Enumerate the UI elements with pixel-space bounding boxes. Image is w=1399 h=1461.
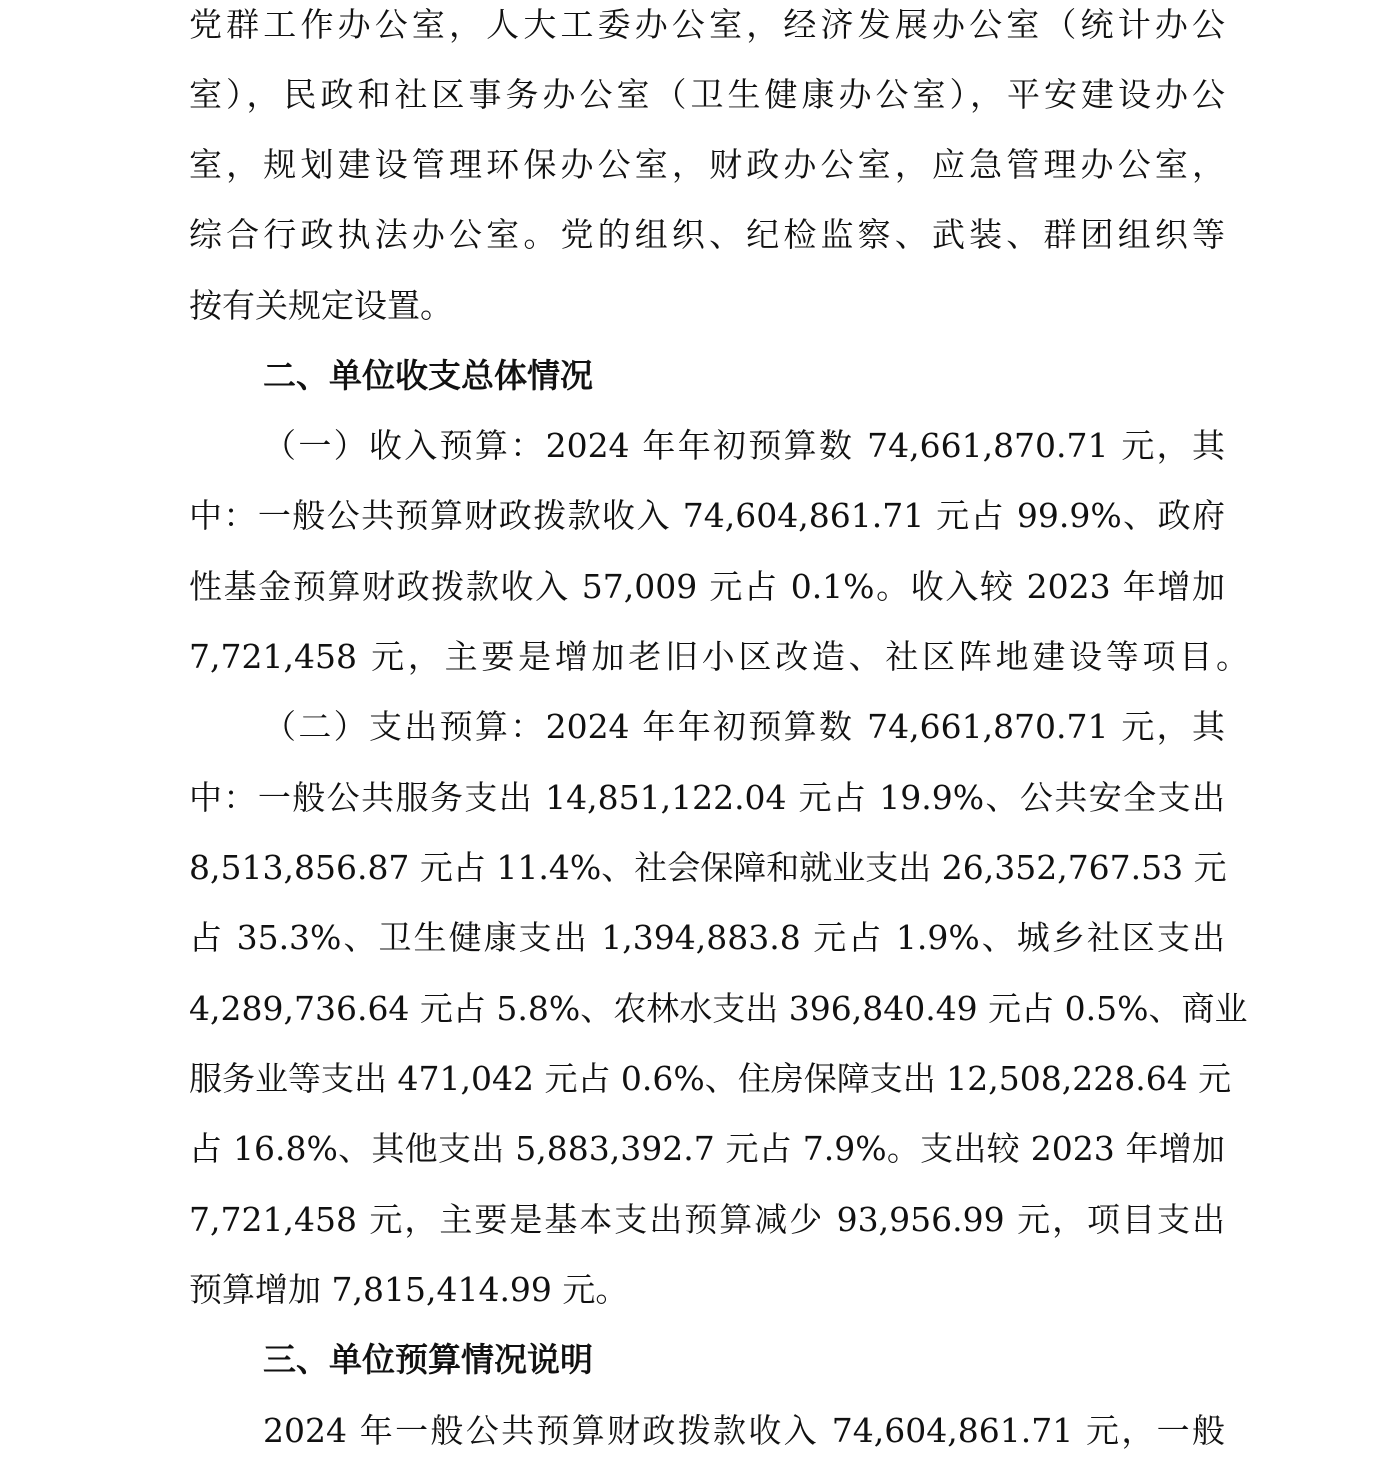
paragraph-line: 党群工作办公室，人大工委办公室，经济发展办公室（统计办公 <box>189 5 1225 44</box>
paragraph-line: 综合行政执法办公室。党的组织、纪检监察、武装、群团组织等 <box>189 215 1225 254</box>
paragraph-line: 室），民政和社区事务办公室（卫生健康办公室），平安建设办公 <box>189 75 1225 114</box>
paragraph-line: 按有关规定设置。 <box>189 286 453 325</box>
paragraph-line: 7,721,458 元，主要是增加老旧小区改造、社区阵地建设等项目。 <box>189 637 1249 676</box>
paragraph-line: 室，规划建设管理环保办公室，财政办公室，应急管理办公室， <box>189 145 1225 184</box>
paragraph-line: 4,289,736.64 元占 5.8%、农林水支出 396,840.49 元占 0.5%、商业 <box>189 989 1248 1028</box>
paragraph-line: 预算增加 7,815,414.99 元。 <box>189 1270 629 1309</box>
section-heading: 三、单位预算情况说明 <box>263 1340 593 1379</box>
paragraph-line: （二）支出预算：2024 年年初预算数 74,661,870.71 元，其 <box>263 707 1225 746</box>
paragraph-line: （一）收入预算：2024 年年初预算数 74,661,870.71 元，其 <box>263 426 1225 465</box>
paragraph-line: 8,513,856.87 元占 11.4%、社会保障和就业支出 26,352,767.53 元 <box>189 848 1227 887</box>
paragraph-line: 占 35.3%、卫生健康支出 1,394,883.8 元占 1.9%、城乡社区支出 <box>189 918 1225 957</box>
paragraph-line: 7,721,458 元，主要是基本支出预算减少 93,956.99 元，项目支出 <box>189 1200 1225 1239</box>
paragraph-line: 占 16.8%、其他支出 5,883,392.7 元占 7.9%。支出较 2023 年增加 <box>189 1129 1225 1168</box>
paragraph-line: 2024 年一般公共预算财政拨款收入 74,604,861.71 元，一般 <box>263 1411 1225 1450</box>
section-heading: 二、单位收支总体情况 <box>263 356 593 395</box>
paragraph-line: 服务业等支出 471,042 元占 0.6%、住房保障支出 12,508,228.64 元 <box>189 1059 1232 1098</box>
paragraph-line: 中：一般公共服务支出 14,851,122.04 元占 19.9%、公共安全支出 <box>189 778 1225 817</box>
paragraph-line: 中：一般公共预算财政拨款收入 74,604,861.71 元占 99.9%、政府 <box>189 496 1225 535</box>
paragraph-line: 性基金预算财政拨款收入 57,009 元占 0.1%。收入较 2023 年增加 <box>189 567 1225 606</box>
